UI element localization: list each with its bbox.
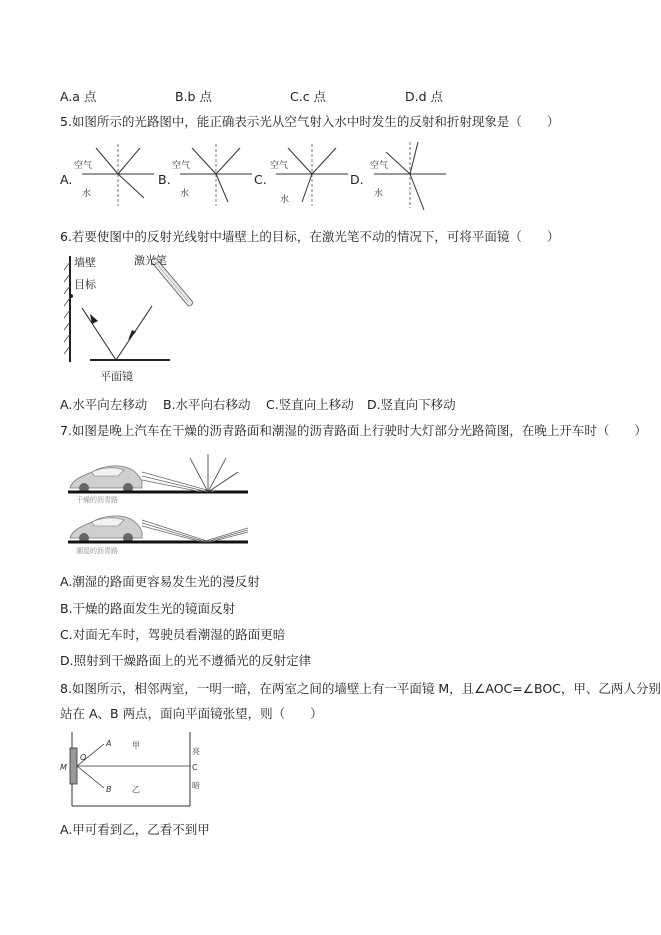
q8-label-jia: 甲 [132, 741, 140, 750]
q6-option-a: A.水平向左移动 [60, 397, 148, 412]
q8-label-bright: 亮 [192, 747, 200, 756]
q5-diagram-d [364, 138, 454, 214]
q7-wet-road-label: 潮湿的沥青路 [76, 547, 118, 555]
q8-label-c: C [192, 763, 198, 772]
q8-label-dark: 暗 [192, 781, 200, 790]
q6-mirror-label: 平面镜 [100, 370, 133, 383]
q4-option-b: B.b 点 [175, 89, 212, 104]
q8-label-yi: 乙 [132, 785, 140, 794]
q4-option-a: A.a 点 [60, 89, 97, 104]
q6-option-d: D.竖直向下移动 [367, 397, 456, 412]
q5-diagram-b [170, 140, 260, 210]
q5c-air-label: 空气 [270, 161, 289, 171]
q6-laser-label: 激光笔 [134, 254, 167, 267]
q8-stem-line2: 站在 A、B 两点，面向平面镜张望，则（ ） [60, 706, 323, 721]
q7-option-d: D.照射到干燥路面上的光不遵循光的反射定律 [60, 653, 312, 668]
q7-option-a: A.潮湿的路面更容易发生光的漫反射 [60, 574, 260, 589]
q6-target-label: 目标 [74, 278, 96, 291]
q7-wet-road-panel [68, 516, 248, 555]
q5d-water-label: 水 [374, 189, 384, 199]
q5b-air-label: 空气 [172, 161, 191, 171]
q7-option-c: C.对面无车时，驾驶员看潮湿的路面更暗 [60, 627, 286, 642]
q8-label-a: A [106, 739, 112, 748]
q6-option-b: B.水平向右移动 [163, 397, 251, 412]
q8-option-a: A.甲可看到乙，乙看不到甲 [60, 822, 210, 837]
q7-dry-road-panel [68, 454, 248, 504]
q5-label-d: D. [350, 172, 364, 187]
q8-diagram [60, 730, 220, 810]
q5-label-a: A. [60, 172, 73, 187]
q6-wall-label: 墙壁 [74, 256, 96, 269]
q5b-water-label: 水 [180, 189, 190, 199]
q6-option-c: C.竖直向上移动 [266, 397, 354, 412]
q8-label-m: M [60, 763, 67, 772]
q7-dry-road-label: 干燥的沥青路 [76, 496, 118, 504]
q5-label-b: B. [158, 172, 171, 187]
q5c-water-label: 水 [280, 195, 290, 205]
q7-stem: 7.如图是晚上汽车在干燥的沥青路面和潮湿的沥青路面上行驶时大灯部分光路简图，在晚上开车时（ ） [60, 423, 647, 438]
q6-stem: 6.若要使图中的反射光线射中墙壁上的目标，在激光笔不动的情况下，可将平面镜（ ） [60, 229, 560, 244]
q8-stem-line1: 8.如图所示，相邻两室，一明一暗，在两室之间的墙壁上有一平面镜 M，且∠AOC=∠BOC，甲、乙两人分别 [60, 681, 661, 696]
q5a-water-label: 水 [82, 189, 92, 199]
q5-diagram-c [266, 140, 356, 210]
q5-stem: 5.如图所示的光路图中，能正确表示光从空气射入水中时发生的反射和折射现象是（ ） [60, 114, 560, 129]
q4-option-c: C.c 点 [290, 89, 327, 104]
q5-diagram-a [72, 140, 162, 210]
q7-option-b: B.干燥的路面发生光的镜面反射 [60, 601, 236, 616]
q4-option-d: D.d 点 [405, 89, 444, 104]
q5d-air-label: 空气 [370, 161, 389, 171]
q6-diagram [60, 252, 200, 382]
q8-label-b: B [106, 785, 112, 794]
q5a-air-label: 空气 [74, 161, 93, 171]
q5-label-c: C. [254, 172, 267, 187]
q7-diagram [62, 450, 257, 558]
q8-label-o: O [80, 753, 87, 762]
